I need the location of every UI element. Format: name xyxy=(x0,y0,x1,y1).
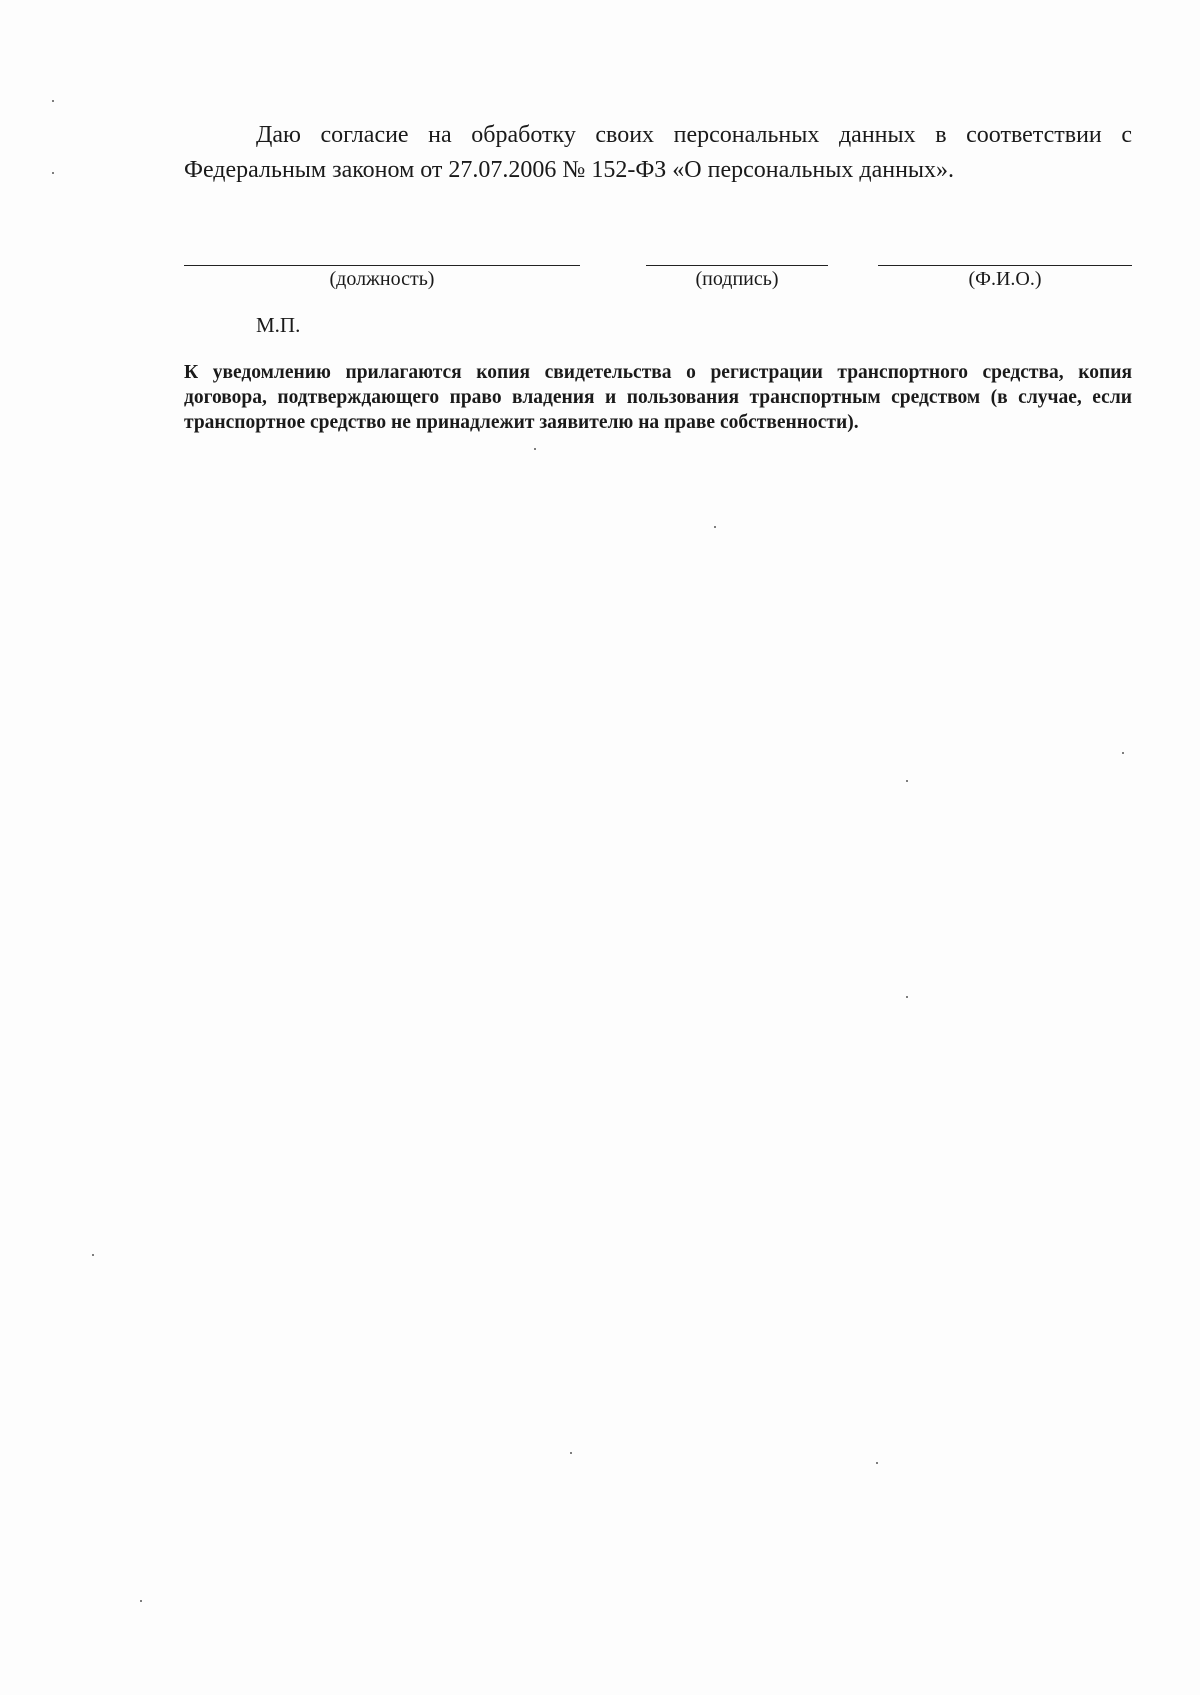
scan-speck xyxy=(534,448,536,450)
scan-speck xyxy=(906,780,908,782)
stamp-place-mark: М.П. xyxy=(256,313,301,337)
scan-speck xyxy=(140,1600,142,1602)
scan-speck xyxy=(52,172,54,174)
scan-speck xyxy=(570,1452,572,1454)
scan-speck xyxy=(52,100,54,102)
consent-paragraph xyxy=(184,118,1132,188)
position-caption: (должность) xyxy=(329,268,435,290)
consent-line-1: Даю согласие на обработку своих персональных данных в соответствии xyxy=(256,122,1102,148)
full-name-caption: (Ф.И.О.) xyxy=(968,268,1042,290)
consent-line-2: с Федеральным законом от 27.07.2006 № 152-ФЗ «О персональных данных». xyxy=(184,122,1133,183)
scan-speck xyxy=(876,1462,878,1464)
scan-speck xyxy=(714,526,716,528)
scan-speck xyxy=(92,1254,94,1256)
scan-speck xyxy=(906,996,908,998)
attachment-note: К уведомлению прилагаются копия свидетельства о регистрации транспортного средства, копия договора, подтверждающего право владения и пользования транспортным средством (в случае, если транспортное средство не принадлежит заявителю на праве собственности). xyxy=(184,362,1132,433)
signature-caption: (подпись) xyxy=(695,268,779,290)
scan-speck xyxy=(1122,752,1124,754)
